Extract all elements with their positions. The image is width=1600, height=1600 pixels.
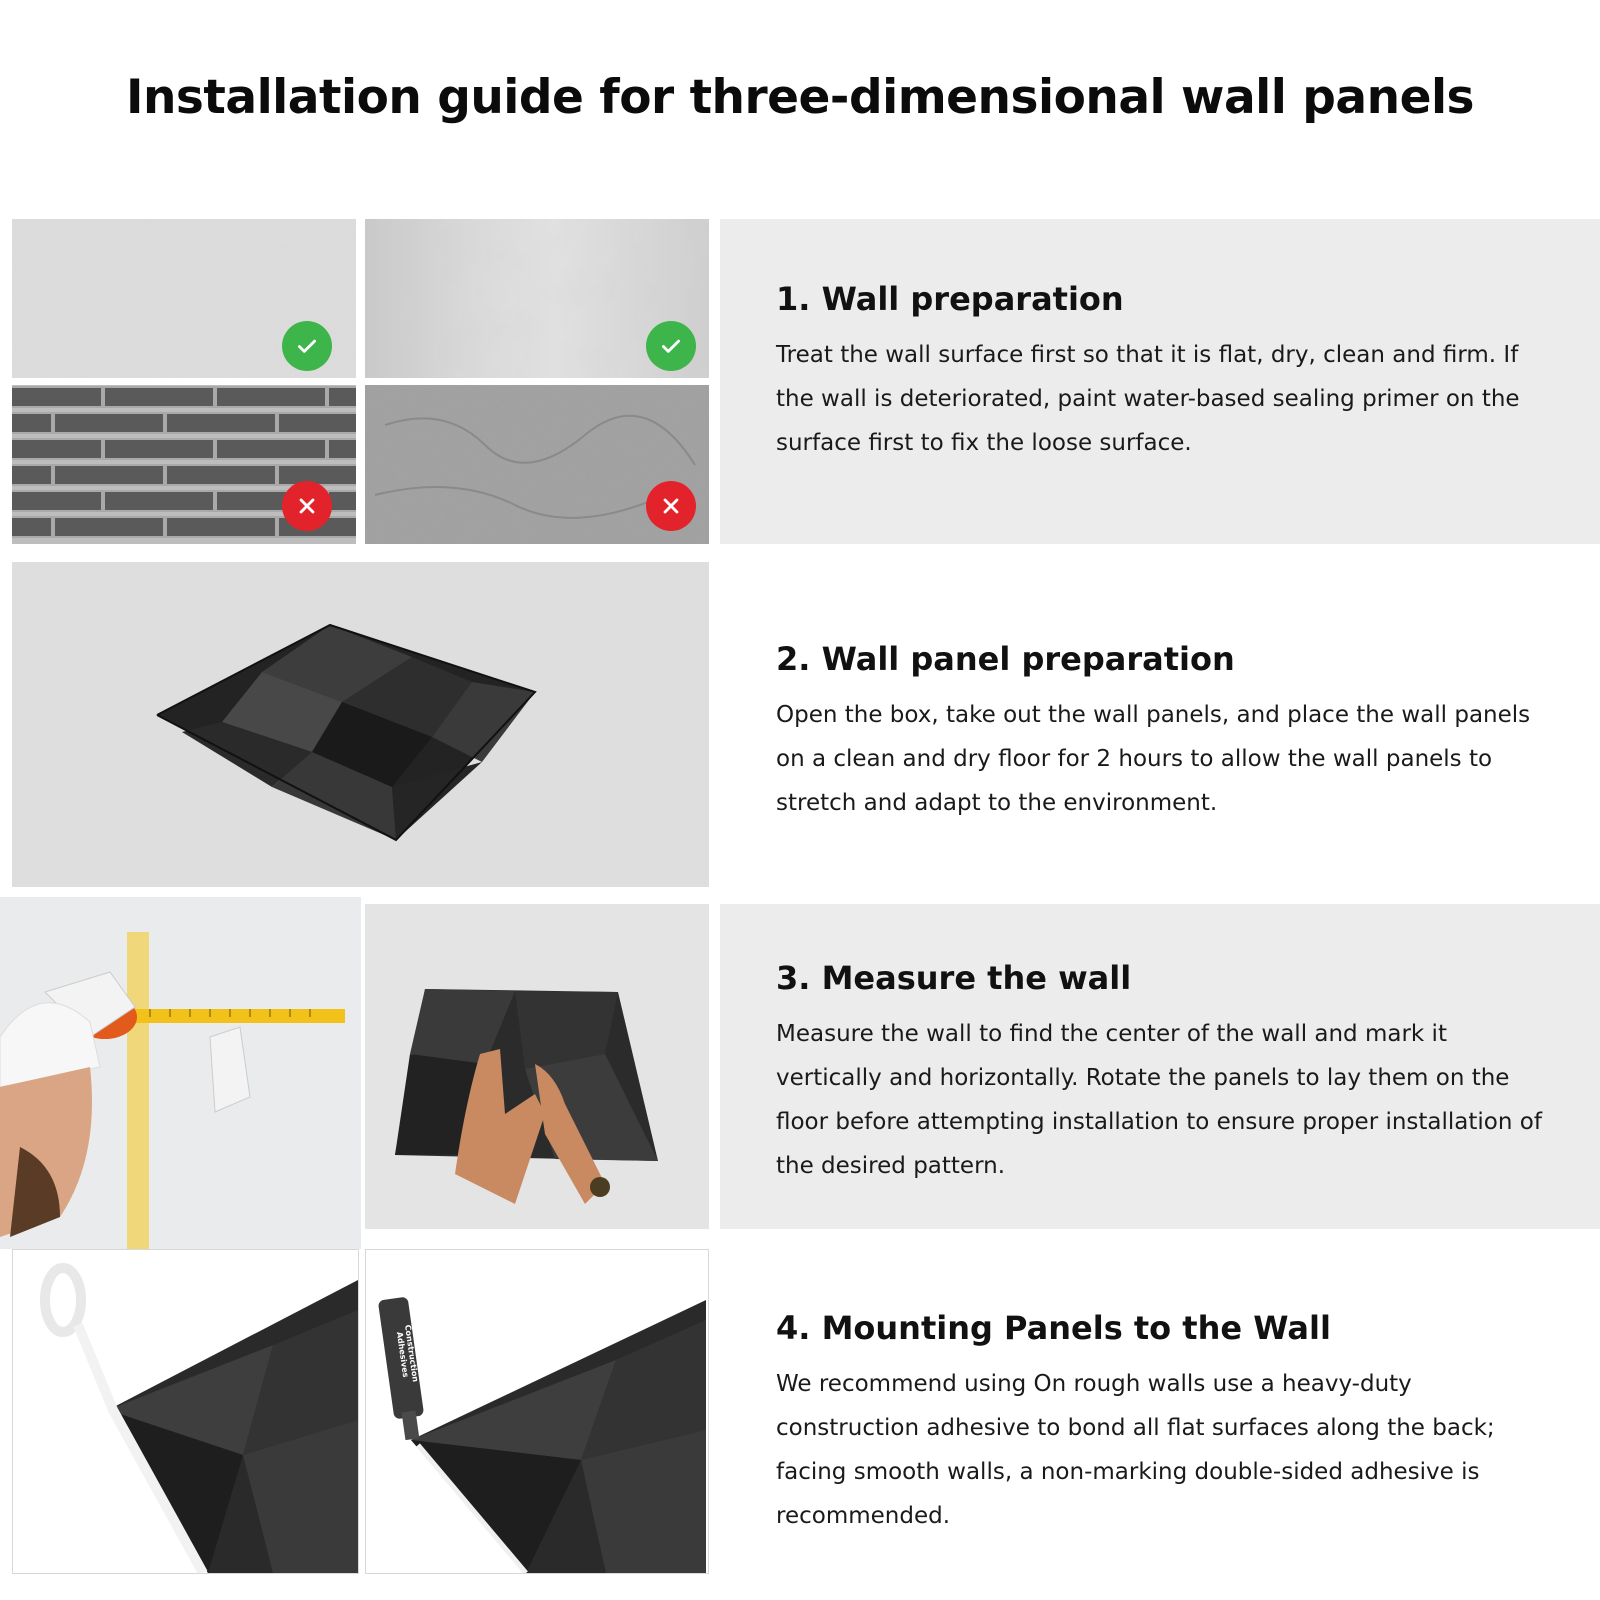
wall-panel-image (12, 562, 709, 887)
smooth-wall-image (12, 219, 356, 378)
step-4-title: 4. Mounting Panels to the Wall (776, 1309, 1331, 1347)
double-sided-tape-image (12, 1249, 359, 1574)
checkmark-icon (646, 321, 696, 371)
step-3-text: Measure the wall to find the center of the wall and mark it vertically and horizontally. Rotate the panels to lay them on the floor before attempting installation to ensure proper installation of the desired pattern. (776, 1021, 1542, 1179)
brick-wall-image (12, 385, 356, 544)
cross-icon (282, 481, 332, 531)
step-2-title: 2. Wall panel preparation (776, 640, 1235, 678)
page-title: Installation guide for three-dimensional wall panels (125, 70, 1475, 125)
step-1-text: Treat the wall surface first so that it is flat, dry, clean and firm. If the wall is deteriorated, paint water-based sealing primer on the surface first to fix the loose surface. (776, 342, 1520, 456)
tube-label: Construction Adhesives (394, 1324, 420, 1383)
panel-layout-image (365, 904, 709, 1229)
step-2-text: Open the box, take out the wall panels, and place the wall panels on a clean and dry floor for 2 hours to allow the wall panels to stretch and adapt to the environment. (776, 702, 1531, 816)
rough-wall-image (365, 385, 709, 544)
step-1-title: 1. Wall preparation (776, 280, 1124, 318)
checkmark-icon (282, 321, 332, 371)
concrete-wall-image (365, 219, 709, 378)
step-3-title: 3. Measure the wall (776, 959, 1132, 997)
cross-icon (646, 481, 696, 531)
worker-measuring-image (0, 897, 361, 1249)
step-4-text: We recommend using On rough walls use a heavy-duty construction adhesive to bond all flat surfaces along the back; facing smooth walls, a non-marking double-sided adhesive is recommended. (776, 1371, 1495, 1529)
adhesive-tube-image (365, 1249, 709, 1574)
